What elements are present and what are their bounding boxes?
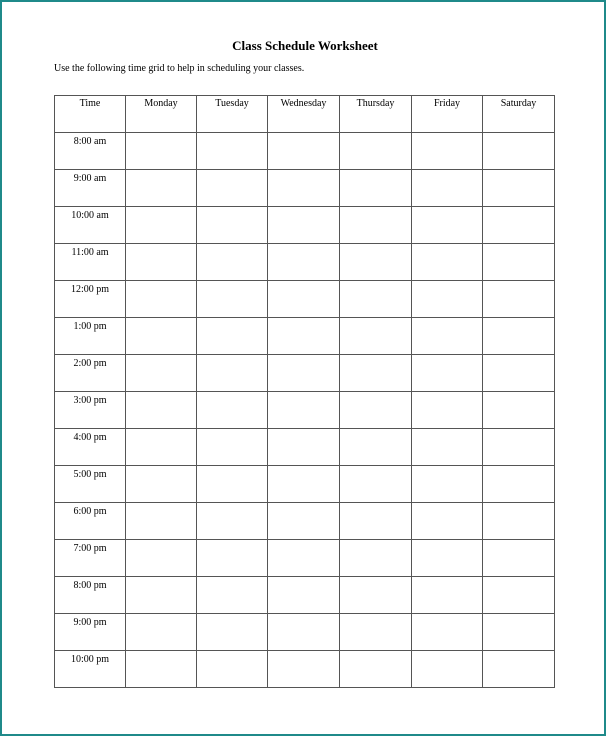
schedule-cell-tuesday[interactable] [197, 577, 268, 614]
schedule-body [55, 133, 555, 688]
schedule-cell-thursday[interactable] [340, 133, 412, 170]
table-row [55, 207, 555, 244]
schedule-cell-monday[interactable] [126, 429, 197, 466]
schedule-cell-monday[interactable] [126, 207, 197, 244]
schedule-cell-friday[interactable] [412, 577, 483, 614]
schedule-cell-tuesday[interactable] [197, 170, 268, 207]
schedule-cell-friday[interactable] [412, 281, 483, 318]
schedule-cell-wednesday[interactable] [268, 281, 340, 318]
time-slot-label: 10:00 am [55, 207, 126, 244]
schedule-cell-friday[interactable] [412, 170, 483, 207]
schedule-cell-monday[interactable] [126, 466, 197, 503]
time-slot-label: 11:00 am [55, 244, 126, 281]
schedule-cell-friday[interactable] [412, 466, 483, 503]
table-row [55, 281, 555, 318]
schedule-cell-thursday[interactable] [340, 614, 412, 651]
time-slot-label: 3:00 pm [55, 392, 126, 429]
schedule-cell-monday[interactable] [126, 318, 197, 355]
schedule-cell-friday[interactable] [412, 318, 483, 355]
schedule-cell-thursday[interactable] [340, 318, 412, 355]
schedule-cell-friday[interactable] [412, 392, 483, 429]
schedule-cell-thursday[interactable] [340, 281, 412, 318]
time-slot-label: 2:00 pm [55, 355, 126, 392]
time-slot-label: 4:00 pm [55, 429, 126, 466]
time-slot-label: 9:00 pm [55, 614, 126, 651]
schedule-cell-thursday[interactable] [340, 170, 412, 207]
schedule-cell-saturday[interactable] [483, 429, 555, 466]
schedule-cell-thursday[interactable] [340, 577, 412, 614]
table-row [55, 614, 555, 651]
column-header-tuesday: Tuesday [197, 96, 268, 133]
schedule-cell-tuesday[interactable] [197, 281, 268, 318]
schedule-cell-wednesday[interactable] [268, 355, 340, 392]
schedule-cell-saturday[interactable] [483, 244, 555, 281]
schedule-cell-monday[interactable] [126, 651, 197, 688]
schedule-cell-thursday[interactable] [340, 503, 412, 540]
table-row [55, 577, 555, 614]
schedule-cell-wednesday[interactable] [268, 133, 340, 170]
column-header-time: Time [55, 96, 126, 133]
time-slot-label: 8:00 am [55, 133, 126, 170]
schedule-cell-thursday[interactable] [340, 466, 412, 503]
table-row [55, 651, 555, 688]
time-slot-label: 8:00 pm [55, 577, 126, 614]
column-header-wednesday: Wednesday [268, 96, 340, 133]
instructions-text: Use the following time grid to help in scheduling your classes. [54, 63, 305, 74]
schedule-cell-wednesday[interactable] [268, 429, 340, 466]
schedule-cell-wednesday[interactable] [268, 466, 340, 503]
schedule-cell-saturday[interactable] [483, 577, 555, 614]
schedule-cell-wednesday[interactable] [268, 503, 340, 540]
schedule-cell-tuesday[interactable] [197, 614, 268, 651]
schedule-cell-tuesday[interactable] [197, 540, 268, 577]
schedule-cell-tuesday[interactable] [197, 355, 268, 392]
schedule-cell-thursday[interactable] [340, 244, 412, 281]
table-row [55, 244, 555, 281]
table-row [55, 429, 555, 466]
schedule-cell-wednesday[interactable] [268, 207, 340, 244]
schedule-cell-friday[interactable] [412, 133, 483, 170]
table-row [55, 540, 555, 577]
schedule-cell-thursday[interactable] [340, 651, 412, 688]
schedule-cell-wednesday[interactable] [268, 614, 340, 651]
header-row [55, 96, 555, 133]
schedule-cell-tuesday[interactable] [197, 651, 268, 688]
time-slot-label: 6:00 pm [55, 503, 126, 540]
column-header-friday: Friday [412, 96, 483, 133]
time-slot-label: 1:00 pm [55, 318, 126, 355]
schedule-cell-saturday[interactable] [483, 651, 555, 688]
schedule-cell-monday[interactable] [126, 170, 197, 207]
schedule-cell-monday[interactable] [126, 281, 197, 318]
schedule-cell-saturday[interactable] [483, 133, 555, 170]
schedule-cell-tuesday[interactable] [197, 503, 268, 540]
table-row [55, 355, 555, 392]
schedule-cell-monday[interactable] [126, 392, 197, 429]
schedule-cell-friday[interactable] [412, 614, 483, 651]
schedule-cell-monday[interactable] [126, 540, 197, 577]
schedule-cell-wednesday[interactable] [268, 244, 340, 281]
schedule-cell-friday[interactable] [412, 540, 483, 577]
schedule-cell-saturday[interactable] [483, 170, 555, 207]
schedule-cell-tuesday[interactable] [197, 207, 268, 244]
table-row [55, 466, 555, 503]
schedule-cell-monday[interactable] [126, 614, 197, 651]
schedule-cell-saturday[interactable] [483, 207, 555, 244]
schedule-cell-wednesday[interactable] [268, 540, 340, 577]
schedule-cell-saturday[interactable] [483, 466, 555, 503]
schedule-cell-monday[interactable] [126, 244, 197, 281]
schedule-cell-thursday[interactable] [340, 355, 412, 392]
schedule-cell-tuesday[interactable] [197, 244, 268, 281]
schedule-cell-wednesday[interactable] [268, 318, 340, 355]
schedule-cell-tuesday[interactable] [197, 318, 268, 355]
column-header-monday: Monday [126, 96, 197, 133]
schedule-cell-friday[interactable] [412, 503, 483, 540]
schedule-cell-monday[interactable] [126, 503, 197, 540]
schedule-cell-tuesday[interactable] [197, 392, 268, 429]
schedule-cell-saturday[interactable] [483, 318, 555, 355]
schedule-cell-saturday[interactable] [483, 614, 555, 651]
schedule-cell-thursday[interactable] [340, 392, 412, 429]
schedule-cell-thursday[interactable] [340, 540, 412, 577]
table-row [55, 170, 555, 207]
time-slot-label: 5:00 pm [55, 466, 126, 503]
table-row [55, 503, 555, 540]
column-header-saturday: Saturday [483, 96, 555, 133]
schedule-cell-monday[interactable] [126, 355, 197, 392]
schedule-cell-friday[interactable] [412, 429, 483, 466]
schedule-cell-saturday[interactable] [483, 540, 555, 577]
time-slot-label: 10:00 pm [55, 651, 126, 688]
schedule-cell-wednesday[interactable] [268, 651, 340, 688]
schedule-cell-saturday[interactable] [483, 392, 555, 429]
schedule-cell-friday[interactable] [412, 244, 483, 281]
page-title: Class Schedule Worksheet [232, 38, 378, 53]
schedule-cell-wednesday[interactable] [268, 392, 340, 429]
time-slot-label: 7:00 pm [55, 540, 126, 577]
schedule-cell-saturday[interactable] [483, 355, 555, 392]
schedule-cell-saturday[interactable] [483, 281, 555, 318]
schedule-grid [54, 95, 555, 688]
table-row [55, 318, 555, 355]
schedule-cell-saturday[interactable] [483, 503, 555, 540]
schedule-cell-friday[interactable] [412, 355, 483, 392]
schedule-cell-tuesday[interactable] [197, 466, 268, 503]
schedule-cell-friday[interactable] [412, 207, 483, 244]
schedule-cell-monday[interactable] [126, 133, 197, 170]
schedule-cell-monday[interactable] [126, 577, 197, 614]
table-row [55, 133, 555, 170]
time-slot-label: 9:00 am [55, 170, 126, 207]
schedule-cell-wednesday[interactable] [268, 170, 340, 207]
schedule-cell-tuesday[interactable] [197, 429, 268, 466]
schedule-cell-thursday[interactable] [340, 429, 412, 466]
table-row [55, 392, 555, 429]
column-header-thursday: Thursday [340, 96, 412, 133]
schedule-cell-wednesday[interactable] [268, 577, 340, 614]
schedule-cell-friday[interactable] [412, 651, 483, 688]
schedule-cell-tuesday[interactable] [197, 133, 268, 170]
schedule-cell-thursday[interactable] [340, 207, 412, 244]
time-slot-label: 12:00 pm [55, 281, 126, 318]
